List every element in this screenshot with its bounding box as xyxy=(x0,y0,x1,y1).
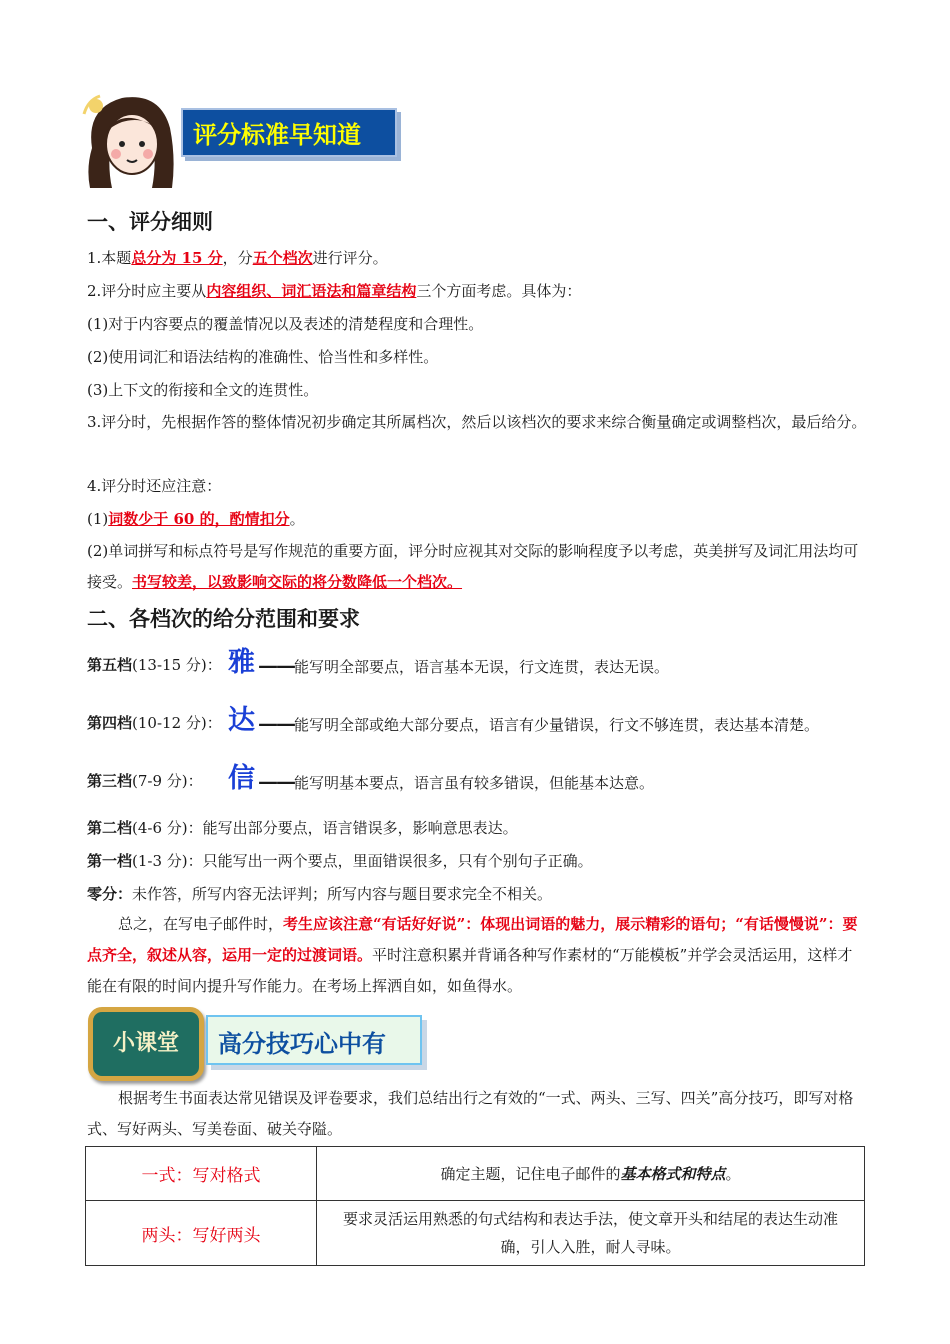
rule-4a xyxy=(87,509,305,529)
rule-2a: (1)对于内容要点的覆盖情况以及表述的清楚程度和合理性。 xyxy=(87,315,484,333)
rule-2-aspects: 内容组织、词汇语法和篇章结构 xyxy=(206,282,417,300)
tips-table xyxy=(85,1146,865,1266)
summary-end: 平时注意积累并背诵各种写作素材的“万能模板”并学会灵活运用，这样才能在有限的时间内提升写作能力。在考场上挥洒自如，如鱼得水。 xyxy=(87,946,853,995)
row1-em: 基本格式和特点 xyxy=(620,1164,726,1183)
grade-5-label: 第五档 xyxy=(87,656,133,674)
grade-4-range: (10-12 分)： xyxy=(132,714,222,732)
rule-2 xyxy=(87,281,581,301)
grade-3-range: (7-9 分)： xyxy=(132,772,203,790)
row1-suffix: 。 xyxy=(725,1164,741,1183)
grade-1-label: 第一档 xyxy=(87,852,133,870)
rule-2-suffix: 三个方面考虑。具体为： xyxy=(416,282,582,300)
grade-4-desc: 能写明全部或绝大部分要点，语言有少量错误，行文不够连贯，表达基本清楚。 xyxy=(294,716,820,734)
rule-1-levels: 五个档次 xyxy=(252,249,313,267)
grade-2-label: 第二档 xyxy=(87,819,133,837)
rule-4b-em: 书写较差，以致影响交际的将分数降低一个档次。 xyxy=(132,573,463,591)
section1-heading: 一、评分细则 xyxy=(87,210,213,234)
rule-4a-prefix: (1) xyxy=(87,510,109,528)
row1-prefix: 确定主题，记住电子邮件的 xyxy=(440,1164,621,1183)
girl-avatar-icon xyxy=(82,88,180,192)
rule-1 xyxy=(87,248,388,268)
grade-3-desc-line xyxy=(258,771,654,793)
row1-label: 一式：写对格式 xyxy=(86,1147,317,1201)
banner2-title-box xyxy=(206,1015,422,1065)
grade-3-desc: 能写明基本要点，语言虽有较多错误，但能基本达意。 xyxy=(294,774,655,792)
banner2-title: 高分技巧心中有 xyxy=(218,1030,386,1058)
grade-4-char: 达 xyxy=(228,705,255,736)
banner-title: 评分标准早知道 xyxy=(193,121,361,149)
summary-em: 考生应该注意“有话好好说”：体现出词语的魅力，展示精彩的语句；“有话慢慢说”：要点齐全，叙述从容，运用一定的过渡词语。 xyxy=(87,915,858,964)
grade-2-desc: 能写出部分要点，语言错误多，影响意思表达。 xyxy=(202,819,518,837)
row2-label: 两头：写好两头 xyxy=(86,1201,317,1266)
grade-1-range: (1-3 分)： xyxy=(132,852,203,870)
rule-1-suffix: 进行评分。 xyxy=(312,249,388,267)
grade-3 xyxy=(87,771,203,791)
rule-2b: (2)使用词汇和语法结构的准确性、恰当性和多样性。 xyxy=(87,348,439,366)
grade-5 xyxy=(87,655,222,675)
grade-5-dash: —— xyxy=(258,653,294,677)
rule-4a-em: 词数少于 60 的，酌情扣分 xyxy=(108,510,290,528)
rule-1-mid: ，分 xyxy=(222,249,253,267)
grade-4-desc-line xyxy=(258,713,819,735)
grade-2-range: (4-6 分)： xyxy=(132,819,203,837)
section2-heading: 二、各档次的给分范围和要求 xyxy=(87,607,360,631)
rule-4: 4.评分时还应注意： xyxy=(87,477,222,495)
grade-4-dash: —— xyxy=(258,711,294,735)
grade-5-char: 雅 xyxy=(228,647,255,678)
classroom-badge xyxy=(88,1007,204,1081)
rule-3: 3.评分时，先根据作答的整体情况初步确定其所属档次，然后以该档次的要求来综合衡量确定或调整档次，最后给分。 xyxy=(87,413,867,431)
banner-title-box xyxy=(181,108,397,157)
grade-5-desc-line xyxy=(258,655,669,677)
summary-start: 总之，在写电子邮件时， xyxy=(118,915,284,933)
intro: 根据考生书面表达常见错误及评卷要求，我们总结出行之有效的“一式、两头、三写、四关”高分技巧，即写对格式、写好两头、写美卷面、破关夺隘。 xyxy=(87,1089,854,1138)
grade-1 xyxy=(87,851,593,871)
grade-4-label: 第四档 xyxy=(87,714,133,732)
grade-3-dash: —— xyxy=(258,769,294,793)
rule-4a-suffix: 。 xyxy=(289,510,305,528)
grade-3-char: 信 xyxy=(228,763,255,794)
rule-2c: (3)上下文的衔接和全文的连贯性。 xyxy=(87,381,319,399)
rule-4b xyxy=(87,536,867,598)
grade-0-desc: 未作答，所写内容无法评判；所写内容与题目要求完全不相关。 xyxy=(132,885,553,903)
table-row xyxy=(86,1201,865,1266)
rule-2-prefix: 2.评分时应主要从 xyxy=(87,282,207,300)
rule-4b-text: (2)单词拼写和标点符号是写作规范的重要方面，评分时应视其对交际的影响程度予以考虑，英美拼写及词汇用法均可接受。 xyxy=(87,542,859,591)
grade-5-range: (13-15 分)： xyxy=(132,656,222,674)
grade-2 xyxy=(87,818,518,838)
row1-desc xyxy=(317,1147,865,1201)
grade-0-label: 零分 xyxy=(87,885,118,903)
grade-1-desc: 只能写出一两个要点，里面错误很多，只有个别句子正确。 xyxy=(202,852,593,870)
classroom-badge-text: 小课堂 xyxy=(112,1031,179,1056)
grade-0 xyxy=(87,884,552,904)
grade-4 xyxy=(87,713,222,733)
row2-desc: 要求灵活运用熟悉的句式结构和表达手法，使文章开头和结尾的表达生动准确，引人入胜，耐人寻味。 xyxy=(317,1201,865,1266)
grade-3-label: 第三档 xyxy=(87,772,133,790)
rule-1-prefix: 1.本题 xyxy=(87,249,132,267)
summary xyxy=(87,909,867,1002)
grade-5-desc: 能写明全部要点，语言基本无误，行文连贯，表达无误。 xyxy=(294,658,670,676)
grade-0-colon: ： xyxy=(117,885,133,903)
table-row xyxy=(86,1147,865,1201)
rule-1-total: 总分为 15 分 xyxy=(131,249,223,267)
